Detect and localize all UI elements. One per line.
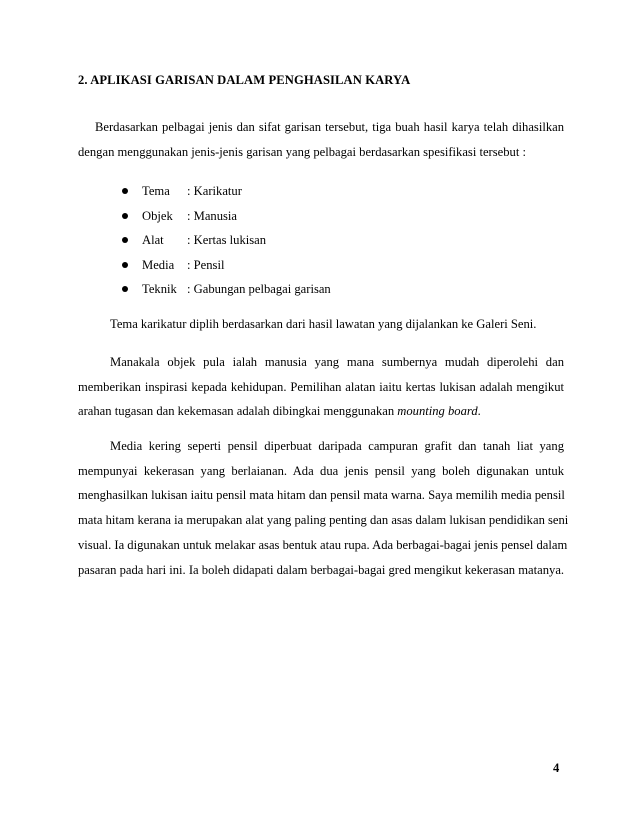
page-number: 4 xyxy=(553,761,560,775)
paragraph-line xyxy=(78,399,564,424)
paragraph-line: mempunyai kekerasan yang berlaianan. Ada dua jenis pensil yang boleh digunakan untuk xyxy=(78,463,564,478)
bullet-icon xyxy=(122,237,128,243)
paragraph-line: pasaran pada hari ini. Ia boleh didapati dalam berbagai-bagai gred mengikut kekerasan matanya. xyxy=(78,562,565,577)
italic-term: mounting board xyxy=(397,404,478,419)
bullet-icon xyxy=(122,213,128,219)
paragraph-line: Manakala objek pula ialah manusia yang mana sumbernya mudah diperolehi dan xyxy=(110,355,564,369)
spec-label: Alat xyxy=(142,233,164,247)
spec-label: Tema xyxy=(142,184,170,198)
spec-value: : Kertas lukisan xyxy=(187,233,267,247)
spec-label: Teknik xyxy=(142,282,177,296)
spec-label: Objek xyxy=(142,208,173,223)
paragraph-line: memberikan inspirasi kepada kehidupan. Pemilihan alatan iaitu kertas lukisan adalah mengikut xyxy=(78,379,564,394)
paragraph-line: menghasilkan lukisan iaitu pensil mata hitam dan pensil mata warna. Saya memilih media pensil xyxy=(78,488,565,503)
media-paragraph xyxy=(78,434,569,582)
paragraph-text: . xyxy=(477,404,481,419)
paragraph-line: Berdasarkan pelbagai jenis dan sifat garisan tersebut, tiga buah hasil karya telah dihasilkan xyxy=(95,120,564,134)
bullet-icon xyxy=(122,286,128,292)
bullet-icon xyxy=(122,188,128,194)
section-heading: 2. APLIKASI GARISAN DALAM PENGHASILAN KARYA xyxy=(78,73,411,87)
paragraph-line: mata hitam kerana ia merupakan alat yang paling penting dan asas dalam lukisan pendidikan seni xyxy=(78,513,569,528)
bullet-icon xyxy=(122,262,128,268)
paragraph-text: arahan tugasan dan kekemasan adalah dibingkai menggunakan xyxy=(78,404,398,419)
spec-value: : Karikatur xyxy=(187,184,242,198)
paragraph-line: visual. Ia digunakan untuk melakar asas bentuk atau rupa. Ada berbagai-bagai jenis pensel dalam xyxy=(78,537,568,552)
paragraph-line: Tema karikatur diplih berdasarkan dari hasil lawatan yang dijalankan ke Galeri Seni. xyxy=(110,317,537,331)
spec-value: : Manusia xyxy=(187,208,238,223)
spec-label: Media xyxy=(142,257,175,272)
spec-value: : Pensil xyxy=(187,257,225,272)
paragraph-line: dengan menggunakan jenis-jenis garisan yang pelbagai berdasarkan spesifikasi tersebut : xyxy=(78,144,526,159)
paragraph-line: Media kering seperti pensil diperbuat daripada campuran grafit dan tanah liat yang xyxy=(110,439,564,453)
spec-value: : Gabungan pelbagai garisan xyxy=(187,282,331,296)
object-paragraph xyxy=(78,350,564,424)
theme-paragraph xyxy=(78,312,564,337)
intro-paragraph xyxy=(78,115,564,164)
